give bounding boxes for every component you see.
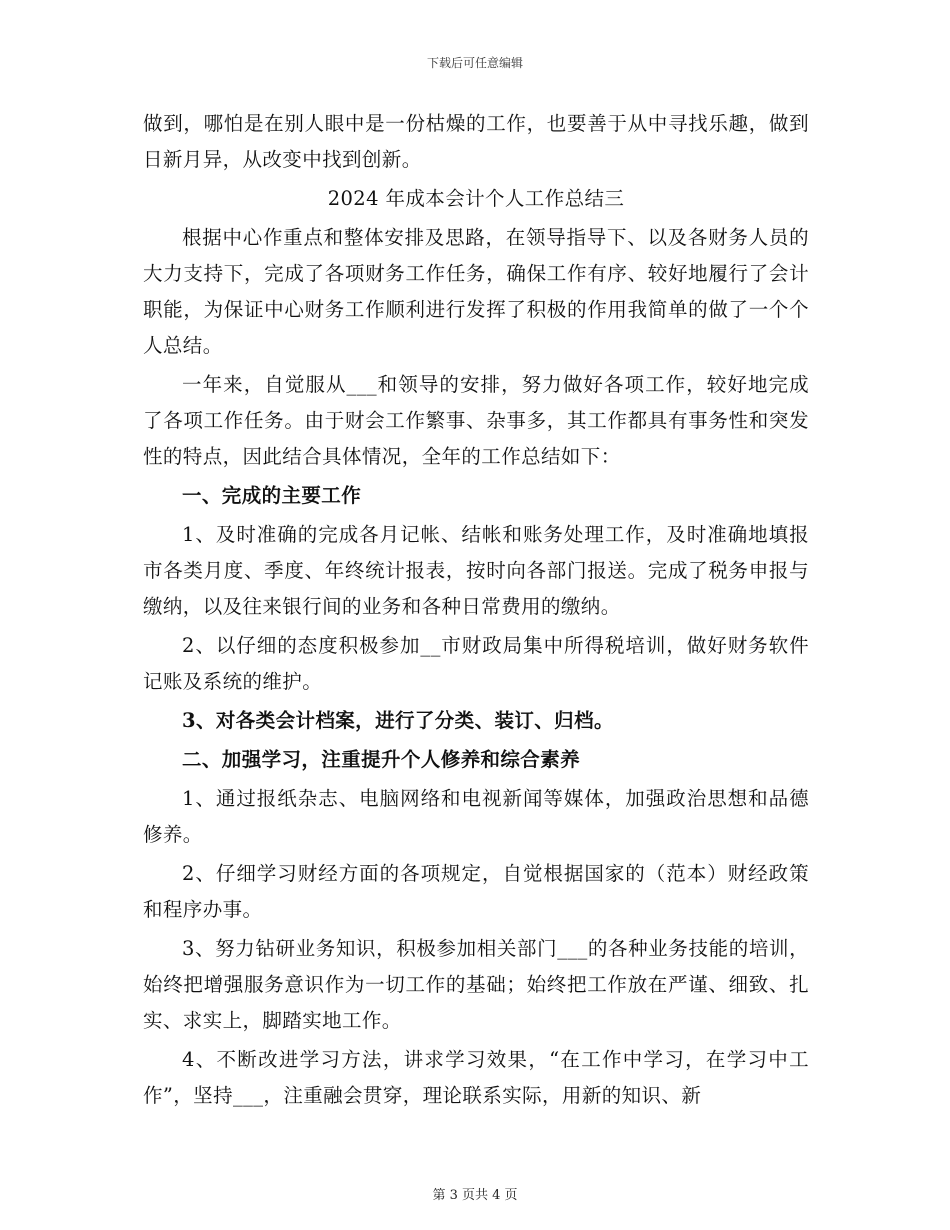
list-item-study-3: 3、努力钻研业务知识，积极参加相关部门___的各种业务技能的培训，始终把增强服务意识作为一切工作的基础；始终把工作放在严谨、细致、扎实、求实上，脚踏实地工作。 — [143, 937, 809, 1032]
page-header: 下载后可任意编辑 — [426, 56, 523, 70]
list-item-work-3: 3、对各类会计档案，进行了分类、装订、归档。 — [182, 709, 614, 732]
list-item-study-1: 1、通过报纸杂志、电脑网络和电视新闻等媒体，加强政治思想和品德修养。 — [143, 787, 809, 846]
paragraph-overview: 一年来，自觉服从___和领导的安排，努力做好各项工作，较好地完成了各项工作任务。由于财会工作繁事、杂事多，其工作都具有事务性和突发性的特点，因此结合具体情况，全年的工作总结如下： — [143, 373, 809, 468]
paragraph-continuation: 做到，哪怕是在别人眼中是一份枯燥的工作，也要善于从中寻找乐趣，做到日新月异，从改变中找到创新。 — [143, 112, 809, 171]
document-body — [143, 106, 809, 1117]
list-item-work-2: 2、以仔细的态度积极参加__市财政局集中所得税培训，做好财务软件记账及系统的维护。 — [143, 634, 809, 693]
heading-main-work: 一、完成的主要工作 — [182, 484, 362, 507]
list-item-study-2: 2、仔细学习财经方面的各项规定，自觉根据国家的（范本）财经政策和程序办事。 — [143, 862, 809, 921]
list-item-study-4: 4、不断改进学习方法，讲求学习效果，“在工作中学习，在学习中工作”，坚持___，注重融会贯穿，理论联系实际，用新的知识、新 — [143, 1048, 809, 1107]
section-title: 2024 年成本会计个人工作总结三 — [327, 187, 625, 210]
heading-study: 二、加强学习，注重提升个人修养和综合素养 — [182, 748, 581, 771]
page-footer: 第 3 页共 4 页 — [432, 1188, 518, 1203]
list-item-work-1: 1、及时准确的完成各月记帐、结帐和账务处理工作，及时准确地填报市各类月度、季度、年终统计报表，按时向各部门报送。完成了税务申报与缴纳，以及往来银行间的业务和各种日常费用的缴纳。 — [143, 523, 809, 618]
paragraph-intro: 根据中心作重点和整体安排及思路，在领导指导下、以及各财务人员的大力支持下，完成了各项财务工作任务，确保工作有序、较好地履行了会计职能，为保证中心财务工作顺利进行发挥了积极的作用我简单的做了一个个人总结。 — [143, 226, 809, 357]
